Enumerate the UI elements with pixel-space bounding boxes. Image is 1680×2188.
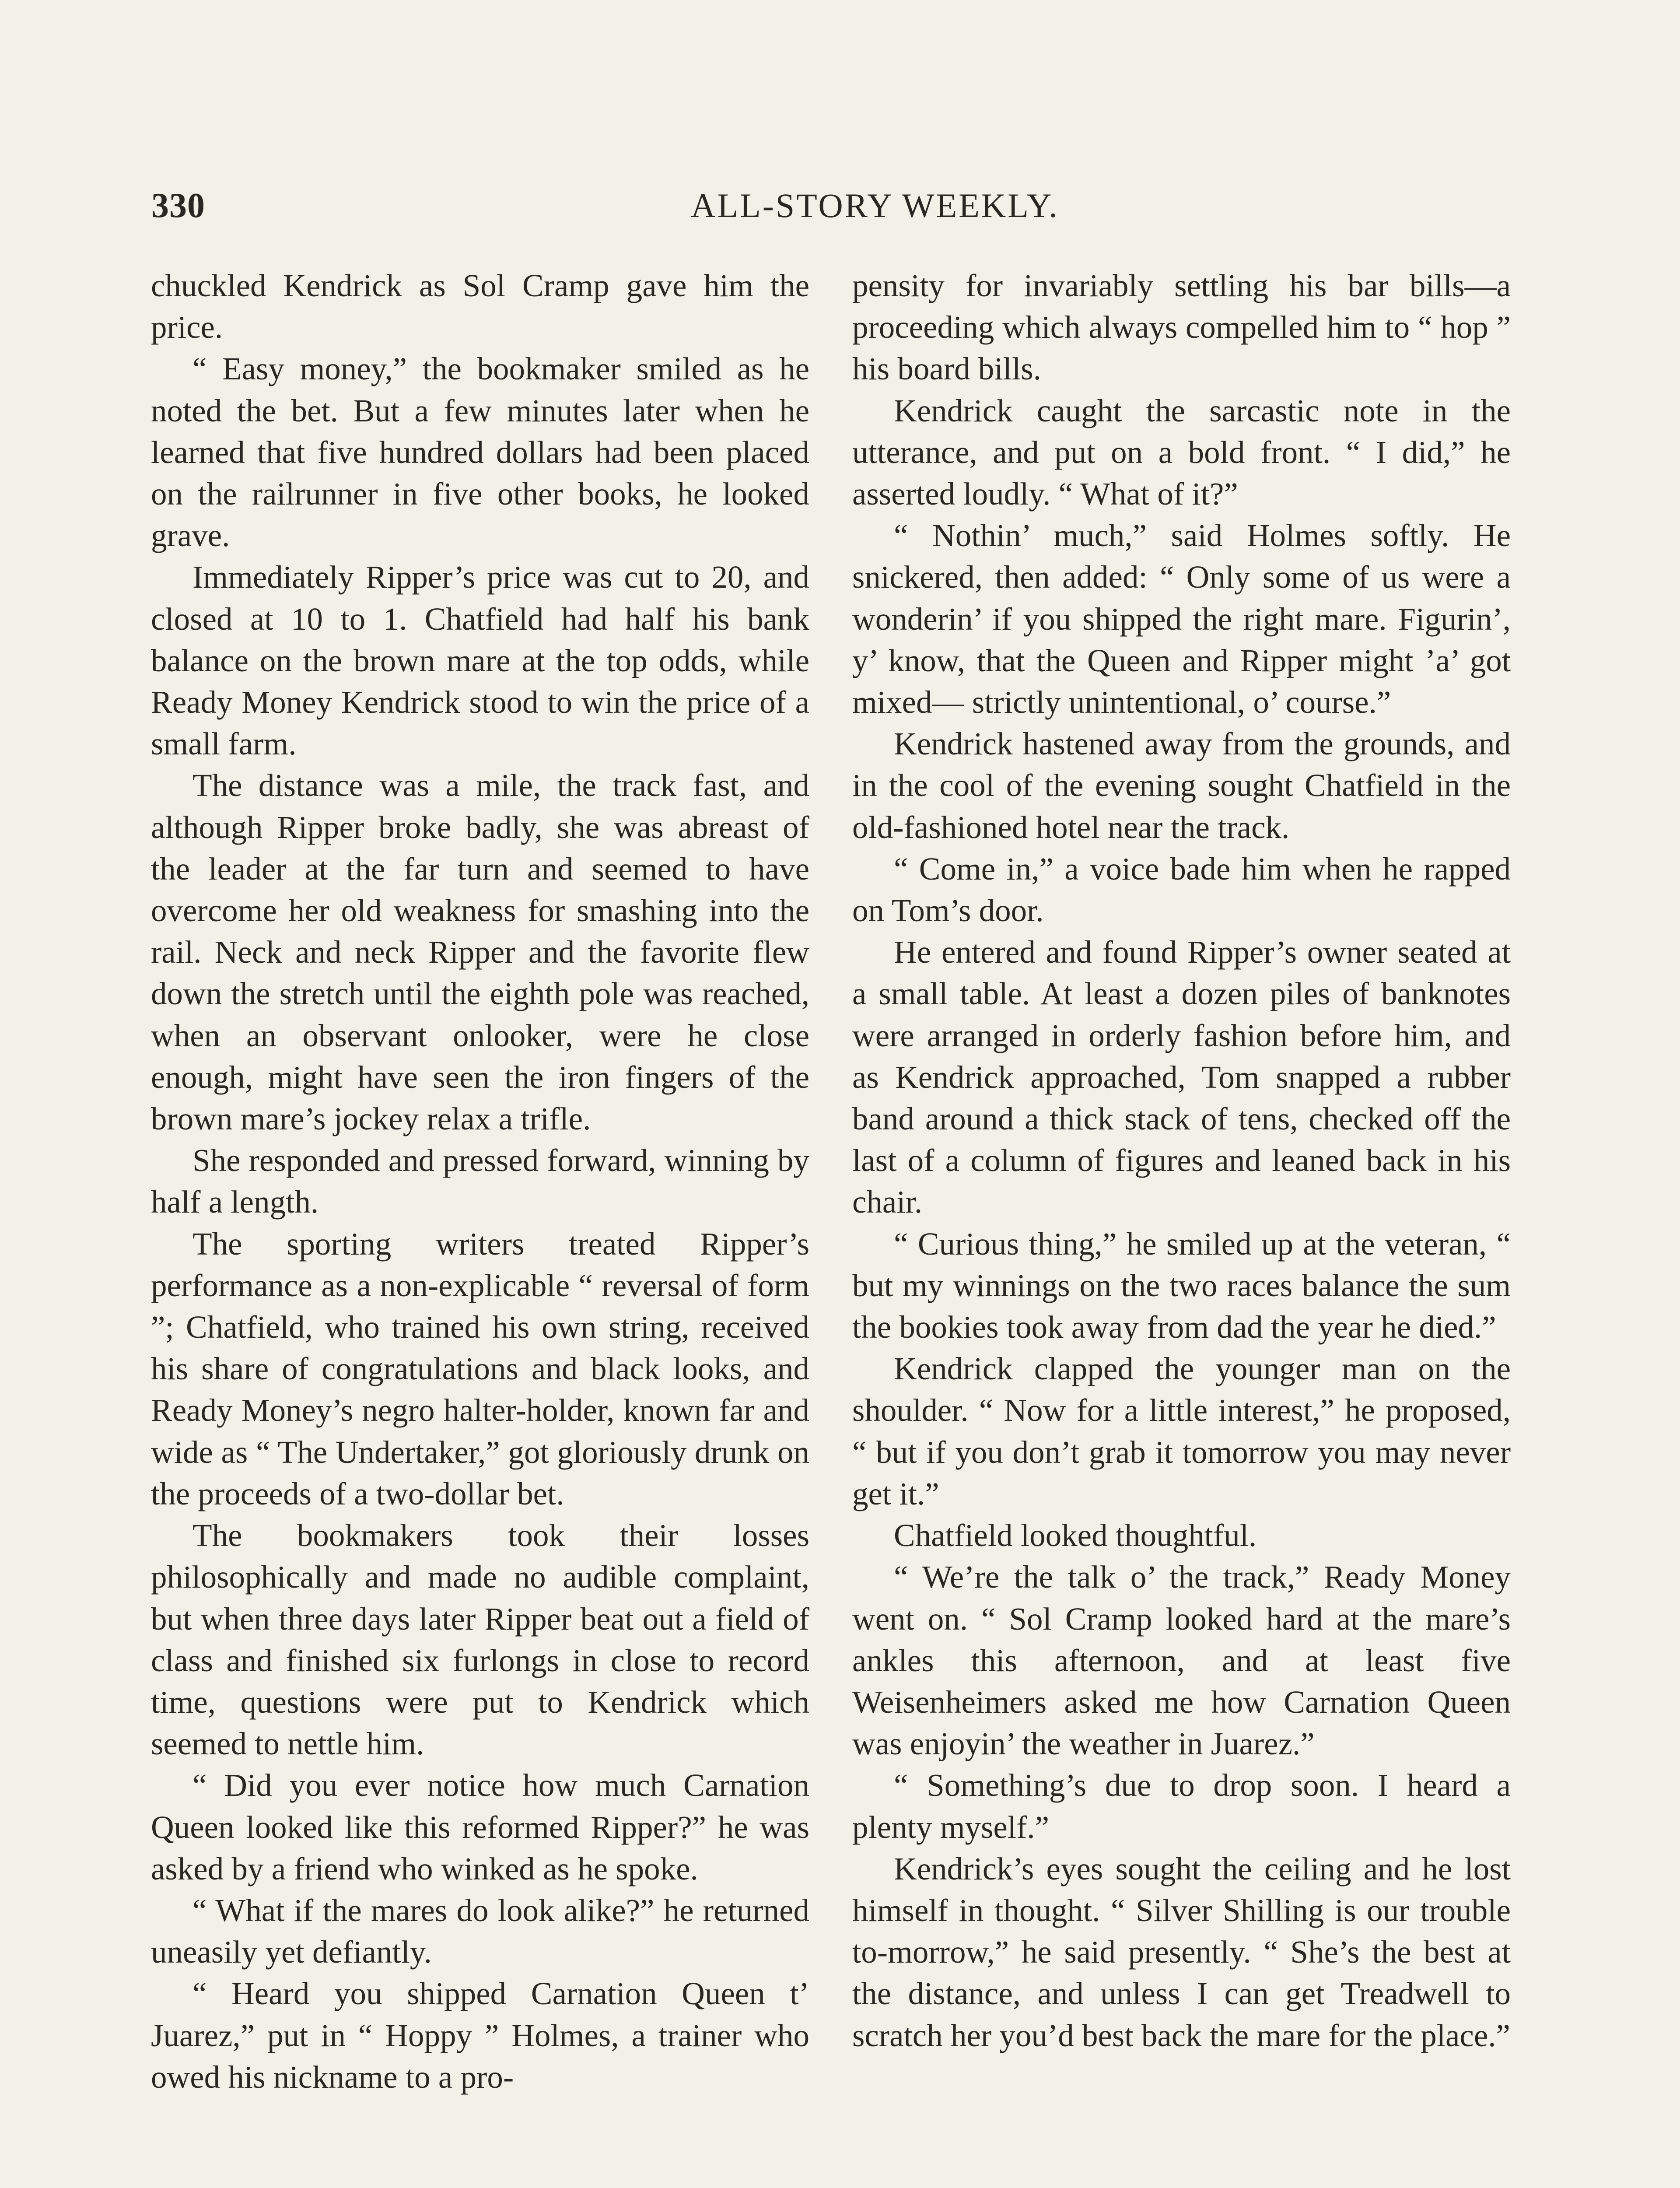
- paragraph: Kendrick hastened away from the grounds, and in the cool of the evening sought Chatfield in the old-fashioned hotel near the track.: [852, 726, 1511, 845]
- running-head: ALL-STORY WEEKLY.: [691, 186, 1059, 224]
- paragraph: chuckled Kendrick as Sol Cramp gave him the price.: [151, 268, 809, 345]
- paragraph: The sporting writers treated Ripper’s performance as a non-explicable “ reversal of form ”; Chatfield, who trained his own string, received his share of congratulations and black looks, and Ready Money’s negro halter-holder, known far and wide as “ The Undertaker,” got gloriously drunk on the proceeds of a two-dollar bet.: [151, 1226, 809, 1511]
- paragraph: Kendrick caught the sarcastic note in the utterance, and put on a bold front. “ I did,” he asserted loudly. “ What of it?”: [852, 393, 1511, 512]
- paragraph: Immediately Ripper’s price was cut to 20, and closed at 10 to 1. Chatfield had half his bank balance on the brown mare at the top odds, while Ready Money Kendrick stood to win the price of a small farm.: [151, 559, 809, 762]
- paragraph: “ Come in,” a voice bade him when he rapped on Tom’s door.: [852, 851, 1511, 929]
- paragraph: pensity for invariably settling his bar bills—a proceeding which always compelled him to “ hop ” his board bills.: [852, 268, 1511, 387]
- left-column: [151, 265, 809, 2098]
- paragraph: She responded and pressed forward, winning by half a length.: [151, 1143, 809, 1220]
- paragraph: Kendrick clapped the younger man on the shoulder. “ Now for a little interest,” he proposed, “ but if you don’t grab it tomorrow you may never get it.”: [852, 1351, 1511, 1511]
- paragraph: “ Did you ever notice how much Carnation Queen looked like this reformed Ripper?” he was asked by a friend who winked as he spoke.: [151, 1767, 809, 1886]
- paragraph: “ Something’s due to drop soon. I heard a plenty myself.”: [852, 1767, 1511, 1845]
- paragraph: “ Easy money,” the bookmaker smiled as he noted the bet. But a few minutes later when he learned that five hundred dollars had been placed on the railrunner in five other books, he looked grave.: [151, 351, 809, 554]
- paragraph: He entered and found Ripper’s owner seated at a small table. At least a dozen piles of banknotes were arranged in orderly fashion before him, and as Kendrick approached, Tom snapped a rubber band around a thick stack of tens, checked off the last of a column of figures and leaned back in his chair.: [852, 934, 1511, 1220]
- page-number: 330: [151, 186, 205, 225]
- paragraph: The distance was a mile, the track fast, and although Ripper broke badly, she was abreast of the leader at the far turn and seemed to have overcome her old weakness for smashing into the rail. Neck and neck Ripper and the favorite flew down the stretch until the eighth pole was reached, when an observant onlooker, were he close enough, might have seen the iron fingers of the brown mare’s jockey relax a trifle.: [151, 768, 809, 1137]
- paragraph: “ We’re the talk o’ the track,” Ready Money went on. “ Sol Cramp looked hard at the mare’s ankles this afternoon, and at least five Weisenheimers asked me how Carnation Queen was enjoyin’ the weather in Juarez.”: [852, 1559, 1511, 1762]
- paragraph: “ What if the mares do look alike?” he returned uneasily yet defiantly.: [151, 1892, 809, 1970]
- right-column: [852, 265, 1511, 2056]
- paragraph: Kendrick’s eyes sought the ceiling and he lost himself in thought. “ Silver Shilling is our trouble to-morrow,” he said presently. “ She’s the best at the distance, and unless I can get Treadwell to scratch her you’d best back the mare for the place.”: [852, 1851, 1511, 2053]
- paragraph: Chatfield looked thoughtful.: [894, 1518, 1257, 1553]
- paragraph: “ Curious thing,” he smiled up at the veteran, “ but my winnings on the two races balance the sum the bookies took away from dad the year he died.”: [852, 1226, 1511, 1345]
- paragraph: “ Nothin’ much,” said Holmes softly. He snickered, then added: “ Only some of us were a wonderin’ if you shipped the right mare. Figurin’, y’ know, that the Queen and Ripper might ’a’ got mixed— strictly unintentional, o’ course.”: [852, 518, 1511, 720]
- paragraph: The bookmakers took their losses philosophically and made no audible complaint, but when three days later Ripper beat out a field of class and finished six furlongs in close to record time, questions were put to Kendrick which seemed to nettle him.: [151, 1518, 809, 1762]
- paragraph: “ Heard you shipped Carnation Queen t’ Juarez,” put in “ Hoppy ” Holmes, a trainer who owed his nickname to a pro-: [151, 1976, 809, 2095]
